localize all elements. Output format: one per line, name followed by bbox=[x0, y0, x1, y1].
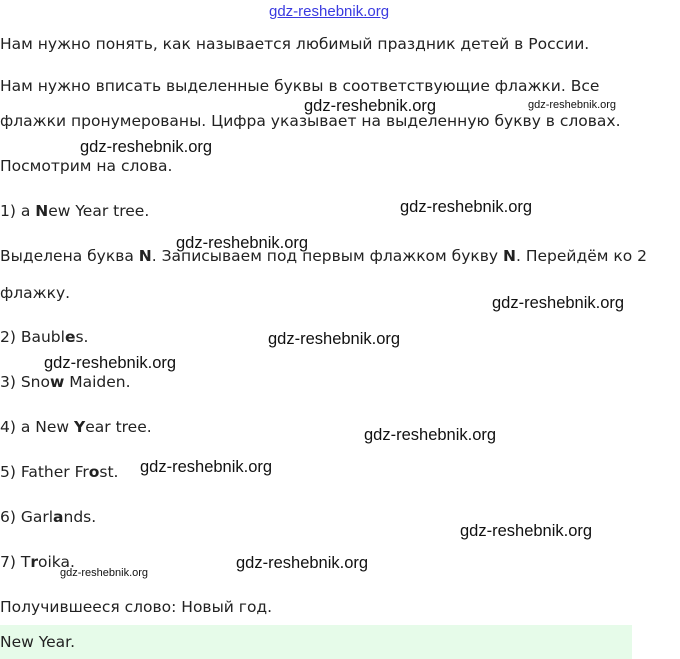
highlighted-letter: Y bbox=[74, 418, 86, 436]
word-item-3: 3) Snow Maiden. bbox=[0, 373, 131, 391]
watermark: gdz-reshebnik.org bbox=[60, 567, 149, 579]
watermark: gdz-reshebnik.org bbox=[268, 330, 401, 348]
highlighted-letter: N bbox=[138, 247, 152, 265]
word-item-4: 4) a New Year tree. bbox=[0, 418, 152, 436]
word-item-7: 7) Troika. bbox=[0, 553, 75, 571]
instruction-line-2: флажки пронумерованы. Цифра указывает на выделенную букву в словах. bbox=[0, 112, 621, 130]
watermark: gdz-reshebnik.org bbox=[400, 198, 533, 216]
watermark: gdz-reshebnik.org bbox=[492, 294, 625, 312]
intro-text: Нам нужно понять, как называется любимый праздник детей в России. bbox=[0, 35, 590, 53]
watermark: gdz-reshebnik.org bbox=[236, 554, 369, 572]
highlighted-letter: o bbox=[88, 463, 100, 481]
look-words-text: Посмотрим на слова. bbox=[0, 157, 173, 175]
watermark: gdz-reshebnik.org bbox=[304, 97, 437, 115]
watermark: gdz-reshebnik.org bbox=[140, 458, 273, 476]
watermark: gdz-reshebnik.org bbox=[176, 234, 309, 252]
watermark: gdz-reshebnik.org bbox=[460, 522, 593, 540]
highlighted-letter: a bbox=[53, 508, 64, 526]
highlighted-letter: e bbox=[64, 328, 76, 346]
watermark: gdz-reshebnik.org bbox=[364, 426, 497, 444]
watermark: gdz-reshebnik.org bbox=[80, 138, 213, 156]
word-item-1: 1) a New Year tree. bbox=[0, 202, 150, 220]
word-item-6: 6) Garlands. bbox=[0, 508, 97, 526]
highlighted-letter: N bbox=[503, 247, 516, 265]
highlighted-letter: N bbox=[35, 202, 49, 220]
highlighted-letter: w bbox=[49, 373, 65, 391]
result-text: Получившееся слово: Новый год. bbox=[0, 598, 273, 616]
answer-box bbox=[0, 625, 632, 659]
site-watermark-top[interactable]: gdz-reshebnik.org bbox=[269, 3, 390, 20]
watermark: gdz-reshebnik.org bbox=[528, 99, 617, 111]
instruction-line-1: Нам нужно вписать выделенные буквы в соответствующие флажки. Все bbox=[0, 77, 600, 95]
word-item-5: 5) Father Frost. bbox=[0, 463, 119, 481]
highlighted-letter: r bbox=[30, 553, 38, 571]
explain-line-1: Выделена буква N. Записываем под первым флажком букву N. Перейдём ко 2 bbox=[0, 247, 647, 265]
word-item-2: 2) Baubles. bbox=[0, 328, 89, 346]
watermark: gdz-reshebnik.org bbox=[44, 354, 177, 372]
answer-text: New Year. bbox=[0, 633, 76, 651]
explain-line-2: флажку. bbox=[0, 284, 71, 302]
